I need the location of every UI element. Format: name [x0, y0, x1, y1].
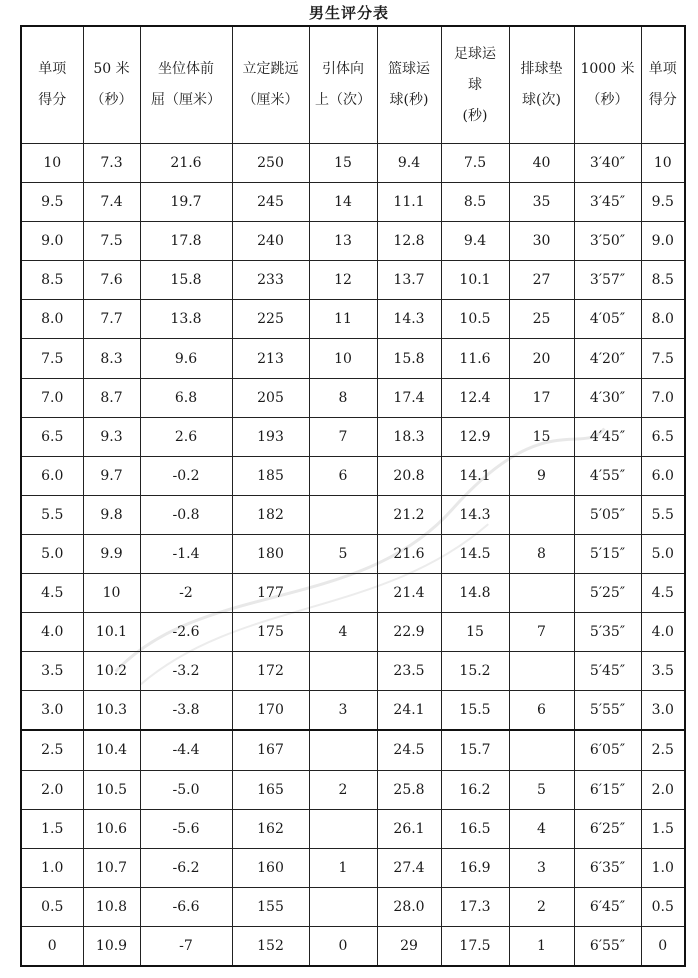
table-row [21, 144, 685, 183]
table-cell: 15 [441, 613, 509, 652]
table-cell: 18.3 [377, 417, 441, 456]
table-row [21, 809, 685, 848]
table-cell: 10.7 [83, 848, 140, 887]
column-header [309, 26, 377, 144]
table-cell: 9.3 [83, 417, 140, 456]
table-cell: 25 [509, 300, 574, 339]
table-cell: 10.6 [83, 809, 140, 848]
column-header [641, 26, 685, 144]
table-cell: 4.0 [21, 613, 83, 652]
table-cell: 22.9 [377, 613, 441, 652]
table-cell: 2.0 [21, 770, 83, 809]
table-cell: 6.5 [21, 417, 83, 456]
table-cell: 6 [309, 456, 377, 495]
table-cell: 9.5 [21, 183, 83, 222]
table-cell: -6.2 [140, 848, 232, 887]
table-cell: 5.5 [641, 495, 685, 534]
column-header-line: 1000 米 [580, 61, 635, 77]
table-cell: 15.7 [441, 730, 509, 770]
table-cell: 10.1 [83, 613, 140, 652]
table-cell: 6 [509, 691, 574, 731]
table-cell: 23.5 [377, 652, 441, 691]
table-cell [309, 495, 377, 534]
column-header-line: 球(秒) [389, 92, 429, 108]
table-cell: -1.4 [140, 534, 232, 573]
table-row [21, 887, 685, 926]
table-cell: 13.7 [377, 261, 441, 300]
table-cell: 9.0 [641, 222, 685, 261]
table-cell: 6.0 [641, 456, 685, 495]
table-cell: 177 [232, 574, 309, 613]
table-cell: 182 [232, 495, 309, 534]
table-cell: 5.5 [21, 495, 83, 534]
table-cell: 165 [232, 770, 309, 809]
table-cell: 4′20″ [574, 339, 641, 378]
column-header [509, 26, 574, 144]
column-header-line: 50 米 [93, 61, 130, 77]
table-cell: 21.4 [377, 574, 441, 613]
table-row [21, 378, 685, 417]
table-cell: 1.5 [641, 809, 685, 848]
table-cell: 0 [309, 926, 377, 966]
table-cell: 9.5 [641, 183, 685, 222]
table-cell: 2.6 [140, 417, 232, 456]
table-cell: 10.2 [83, 652, 140, 691]
table-cell: 14.8 [441, 574, 509, 613]
table-row [21, 574, 685, 613]
table-cell: 6′15″ [574, 770, 641, 809]
table-cell [309, 887, 377, 926]
column-header-line: 上（次） [315, 92, 371, 108]
table-cell [509, 574, 574, 613]
table-cell: 5.0 [641, 534, 685, 573]
table-cell: -3.8 [140, 691, 232, 731]
table-cell: 1.0 [21, 848, 83, 887]
table-cell: 2.5 [641, 730, 685, 770]
table-cell: 180 [232, 534, 309, 573]
table-cell: 15.5 [441, 691, 509, 731]
table-cell: 160 [232, 848, 309, 887]
table-cell: 245 [232, 183, 309, 222]
table-cell: 4.0 [641, 613, 685, 652]
column-header [574, 26, 641, 144]
table-cell: 3.0 [641, 691, 685, 731]
table-cell: -3.2 [140, 652, 232, 691]
table-cell: 6.0 [21, 456, 83, 495]
table-cell: 10.9 [83, 926, 140, 966]
table-cell: 233 [232, 261, 309, 300]
table-cell: 3 [309, 691, 377, 731]
table-cell: 17.5 [441, 926, 509, 966]
table-cell: 21.2 [377, 495, 441, 534]
table-cell: 3′45″ [574, 183, 641, 222]
table-cell: 40 [509, 144, 574, 183]
table-cell: 29 [377, 926, 441, 966]
table-cell [309, 574, 377, 613]
table-cell: 8.0 [21, 300, 83, 339]
table-cell: 3 [509, 848, 574, 887]
table-cell: 0 [21, 926, 83, 966]
table-cell: 193 [232, 417, 309, 456]
table-cell [309, 809, 377, 848]
table-cell: 1.5 [21, 809, 83, 848]
table-cell: 5′35″ [574, 613, 641, 652]
column-header-line: 球(次) [522, 92, 561, 108]
table-cell: 1 [309, 848, 377, 887]
table-cell: 4′45″ [574, 417, 641, 456]
table-cell: 4′05″ [574, 300, 641, 339]
column-header [232, 26, 309, 144]
table-cell: 2.5 [21, 730, 83, 770]
table-cell: 0.5 [641, 887, 685, 926]
table-cell: 24.5 [377, 730, 441, 770]
table-cell: 1.0 [641, 848, 685, 887]
table-cell: -6.6 [140, 887, 232, 926]
table-cell: 21.6 [377, 534, 441, 573]
table-cell: 10 [641, 144, 685, 183]
table-cell: 10 [21, 144, 83, 183]
table-cell: 9 [509, 456, 574, 495]
table-cell: -0.8 [140, 495, 232, 534]
table-cell: 2 [509, 887, 574, 926]
table-cell: 25.8 [377, 770, 441, 809]
column-header [21, 26, 83, 144]
table-row [21, 495, 685, 534]
table-cell: 167 [232, 730, 309, 770]
table-cell: 3.5 [21, 652, 83, 691]
table-cell: 7.0 [641, 378, 685, 417]
table-cell: 14.3 [441, 495, 509, 534]
table-cell: 9.9 [83, 534, 140, 573]
table-cell: 17.8 [140, 222, 232, 261]
column-header-line: （秒） [586, 92, 629, 108]
table-cell: 15 [309, 144, 377, 183]
table-cell: 12.8 [377, 222, 441, 261]
table-cell: 16.5 [441, 809, 509, 848]
table-cell: 4 [309, 613, 377, 652]
table-cell: 9.4 [441, 222, 509, 261]
table-cell: 14.5 [441, 534, 509, 573]
table-cell: 240 [232, 222, 309, 261]
column-header-line: 排球垫 [520, 61, 563, 77]
table-cell: 2 [309, 770, 377, 809]
table-cell: 172 [232, 652, 309, 691]
table-cell: 15 [509, 417, 574, 456]
column-header-line: 得分 [38, 92, 67, 108]
column-header-line: 篮球运 [388, 61, 430, 77]
table-row [21, 652, 685, 691]
table-cell: 11.1 [377, 183, 441, 222]
table-cell: 7.0 [21, 378, 83, 417]
table-cell: 6.5 [641, 417, 685, 456]
table-cell: 3.5 [641, 652, 685, 691]
table-cell: 3′50″ [574, 222, 641, 261]
table-cell: 250 [232, 144, 309, 183]
table-cell: 7.3 [83, 144, 140, 183]
table-cell: 0 [641, 926, 685, 966]
table-cell: 3′57″ [574, 261, 641, 300]
table-cell: -0.2 [140, 456, 232, 495]
column-header-line: 足球运 [454, 45, 496, 62]
table-cell: 225 [232, 300, 309, 339]
table-cell [309, 652, 377, 691]
table-cell: 5′15″ [574, 534, 641, 573]
table-cell: 6′45″ [574, 887, 641, 926]
table-cell: 13.8 [140, 300, 232, 339]
table-cell: 30 [509, 222, 574, 261]
table-cell: 17.3 [441, 887, 509, 926]
table-cell: 10.4 [83, 730, 140, 770]
table-cell: 17 [509, 378, 574, 417]
table-cell: 6′55″ [574, 926, 641, 966]
table-cell: 170 [232, 691, 309, 731]
table-cell: 16.9 [441, 848, 509, 887]
table-cell: 7.5 [83, 222, 140, 261]
table-cell: 3.0 [21, 691, 83, 731]
table-cell: 5 [509, 770, 574, 809]
column-header [441, 26, 509, 144]
table-row [21, 534, 685, 573]
table-cell: 205 [232, 378, 309, 417]
table-cell: 15.8 [377, 339, 441, 378]
table-cell: 7 [309, 417, 377, 456]
table-row [21, 222, 685, 261]
table-row [21, 848, 685, 887]
table-row [21, 339, 685, 378]
table-cell: 13 [309, 222, 377, 261]
column-header-line: （厘米） [242, 92, 299, 108]
table-cell: -5.6 [140, 809, 232, 848]
table-cell: 3′40″ [574, 144, 641, 183]
table-cell: 8 [509, 534, 574, 573]
table-cell: 14.1 [441, 456, 509, 495]
table-cell: 20.8 [377, 456, 441, 495]
table-cell: 8.7 [83, 378, 140, 417]
table-cell: 7.5 [21, 339, 83, 378]
table-row [21, 456, 685, 495]
column-header-line: 立定跳远 [242, 61, 299, 77]
table-cell: 5′45″ [574, 652, 641, 691]
table-cell: 14.3 [377, 300, 441, 339]
table-cell: 26.1 [377, 809, 441, 848]
table-cell: 152 [232, 926, 309, 966]
column-header [377, 26, 441, 144]
table-cell: 0.5 [21, 887, 83, 926]
table-cell: 24.1 [377, 691, 441, 731]
table-cell: 7 [509, 613, 574, 652]
table-cell: 6′05″ [574, 730, 641, 770]
table-cell [509, 730, 574, 770]
table-cell: 11 [309, 300, 377, 339]
table-cell: 6′25″ [574, 809, 641, 848]
table-cell: 8.5 [21, 261, 83, 300]
table-cell: 12 [309, 261, 377, 300]
table-cell [309, 730, 377, 770]
table-cell: -7 [140, 926, 232, 966]
table-row [21, 691, 685, 731]
column-header-line: （秒） [90, 92, 133, 108]
table-cell: 2.0 [641, 770, 685, 809]
table-cell: 8.5 [641, 261, 685, 300]
table-cell: 9.6 [140, 339, 232, 378]
column-header-line: 得分 [648, 92, 677, 108]
table-row [21, 417, 685, 456]
table-cell: 9.7 [83, 456, 140, 495]
table-cell: 17.4 [377, 378, 441, 417]
table-cell: -2.6 [140, 613, 232, 652]
table-cell: 7.5 [641, 339, 685, 378]
table-body [21, 144, 685, 966]
table-cell: 4.5 [641, 574, 685, 613]
table-row [21, 261, 685, 300]
table-cell: 10 [309, 339, 377, 378]
table-cell: 5′55″ [574, 691, 641, 731]
table-cell: 10.3 [83, 691, 140, 731]
header-row [21, 26, 685, 144]
table-row [21, 613, 685, 652]
table-cell: 10.5 [83, 770, 140, 809]
table-cell: 10.8 [83, 887, 140, 926]
table-cell: 213 [232, 339, 309, 378]
table-cell: 15.8 [140, 261, 232, 300]
table-row [21, 300, 685, 339]
column-header-line: 坐位体前 [158, 61, 214, 77]
table-cell: 12.4 [441, 378, 509, 417]
table-cell [509, 495, 574, 534]
table-cell: 16.2 [441, 770, 509, 809]
score-table [20, 25, 686, 967]
table-cell: 10.5 [441, 300, 509, 339]
table-cell: 4′55″ [574, 456, 641, 495]
column-header-line: 引体向 [322, 61, 364, 77]
table-cell: 21.6 [140, 144, 232, 183]
table-cell: 11.6 [441, 339, 509, 378]
table-cell: 5.0 [21, 534, 83, 573]
column-header-line: 单项 [648, 61, 677, 77]
table-cell: 7.5 [441, 144, 509, 183]
table-cell: 155 [232, 887, 309, 926]
table-cell: 175 [232, 613, 309, 652]
table-cell: 10.1 [441, 261, 509, 300]
column-header [140, 26, 232, 144]
table-cell: 20 [509, 339, 574, 378]
table-cell: 15.2 [441, 652, 509, 691]
table-cell: 12.9 [441, 417, 509, 456]
table-cell: 1 [509, 926, 574, 966]
table-cell: 4 [509, 809, 574, 848]
table-row [21, 183, 685, 222]
table-cell: 35 [509, 183, 574, 222]
table-cell: 5 [309, 534, 377, 573]
column-header-line: 单项 [38, 61, 67, 77]
table-cell: 27.4 [377, 848, 441, 887]
table-cell: 9.8 [83, 495, 140, 534]
table-row [21, 730, 685, 770]
table-row [21, 926, 685, 966]
table-cell: 14 [309, 183, 377, 222]
table-cell: 9.0 [21, 222, 83, 261]
table-row [21, 770, 685, 809]
column-header-line: 屈（厘米） [151, 92, 221, 108]
page-title: 男生评分表 [308, 4, 389, 22]
table-cell: 8.3 [83, 339, 140, 378]
table-cell [509, 652, 574, 691]
table-cell: -4.4 [140, 730, 232, 770]
table-cell: 7.4 [83, 183, 140, 222]
table-cell: 162 [232, 809, 309, 848]
table-cell: 10 [83, 574, 140, 613]
table-cell: 8.5 [441, 183, 509, 222]
table-cell: 19.7 [140, 183, 232, 222]
column-header-line: 球 [468, 76, 482, 93]
table-cell: 4′30″ [574, 378, 641, 417]
table-cell: 9.4 [377, 144, 441, 183]
table-cell: 8 [309, 378, 377, 417]
table-cell: 8.0 [641, 300, 685, 339]
table-cell: 6′35″ [574, 848, 641, 887]
table-cell: 27 [509, 261, 574, 300]
table-cell: 4.5 [21, 574, 83, 613]
column-header [83, 26, 140, 144]
table-cell: 7.6 [83, 261, 140, 300]
table-cell: -5.0 [140, 770, 232, 809]
table-cell: 5′25″ [574, 574, 641, 613]
column-header-line: (秒) [462, 107, 488, 124]
table-cell: 6.8 [140, 378, 232, 417]
table-cell: 7.7 [83, 300, 140, 339]
table-cell: 5′05″ [574, 495, 641, 534]
table-cell: -2 [140, 574, 232, 613]
table-cell: 185 [232, 456, 309, 495]
table-cell: 28.0 [377, 887, 441, 926]
